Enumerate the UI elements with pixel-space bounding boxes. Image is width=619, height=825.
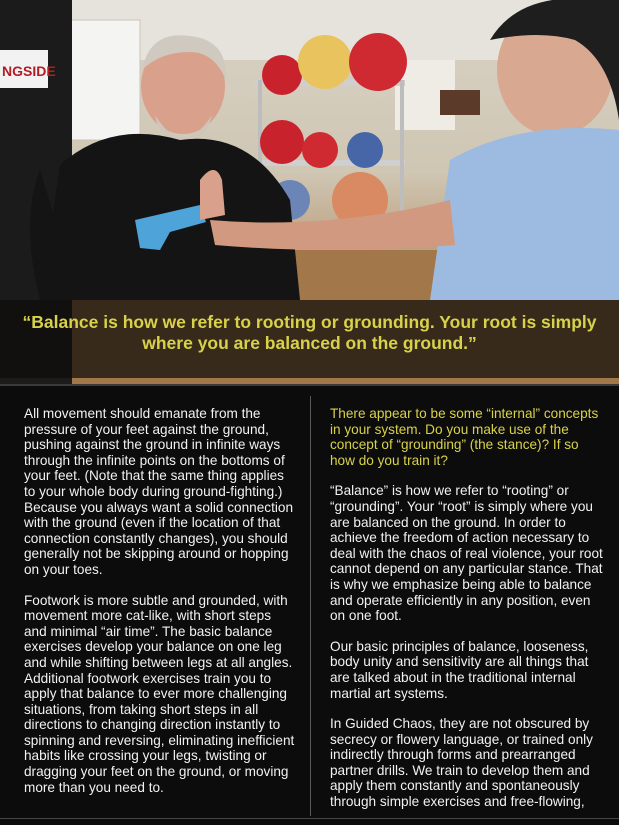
paragraph: Footwork is more subtle and grounded, with movement more cat-like, with short steps and minimal “air time”. The basic balance exercises develop your balance on one leg and while shifting between legs at all angles. Additional footwork exercises train you to apply that balance to ever more challenging situations, from taking short steps in all directions to changing direction instantly to spinning and reversing, eliminating inefficient habits like crossing your legs, twisting or dragging your feet on the ground, or moving more than you need to. xyxy=(24,592,295,795)
bag-logo: NGSIDE xyxy=(2,63,56,79)
paragraph: All movement should emanate from the pressure of your feet against the ground, pushing against the ground in infinite ways through the infinite points on the bottoms of your feet. (Note that the same thing applies to your whole body during ground-fighting.) Because you always want a solid connection with the ground (even if the location of that connection constantly changes), you should generally not be skipping around or hopping on your toes. xyxy=(24,406,294,577)
bottom-rule xyxy=(0,818,619,819)
column-divider xyxy=(310,396,311,816)
left-column xyxy=(24,406,296,810)
pull-quote: “Balance is how we refer to rooting or grounding. Your root is simply where you are balanced on the ground.” xyxy=(22,312,597,353)
paragraph: “Balance” is how we refer to “rooting” or “grounding”. Your “root” is simply where you are balanced on the ground. In order to achieve the freedom of action necessary to deal with the chaos of real violence, your root cannot depend on any particular stance. That is why we emphasize being able to balance and operate efficiently in any position, even on one foot. xyxy=(330,483,603,624)
right-column xyxy=(330,406,604,825)
section-rule xyxy=(0,384,619,386)
paragraph: In Guided Chaos, they are not obscured by secrecy or flowery language, or trained only indirectly through forms and prearranged partner drills. We train to develop them and apply them constantly and spontaneously through simple exercises and free-flowing, xyxy=(330,716,593,810)
interview-question: There appear to be some “internal” concepts in your system. Do you make use of the concept of “grounding” (the stance)? If so how do you train it? xyxy=(330,406,599,468)
paragraph: Our basic principles of balance, looseness, body unity and sensitivity are all things that are talked about in the traditional internal martial art systems. xyxy=(330,638,589,701)
